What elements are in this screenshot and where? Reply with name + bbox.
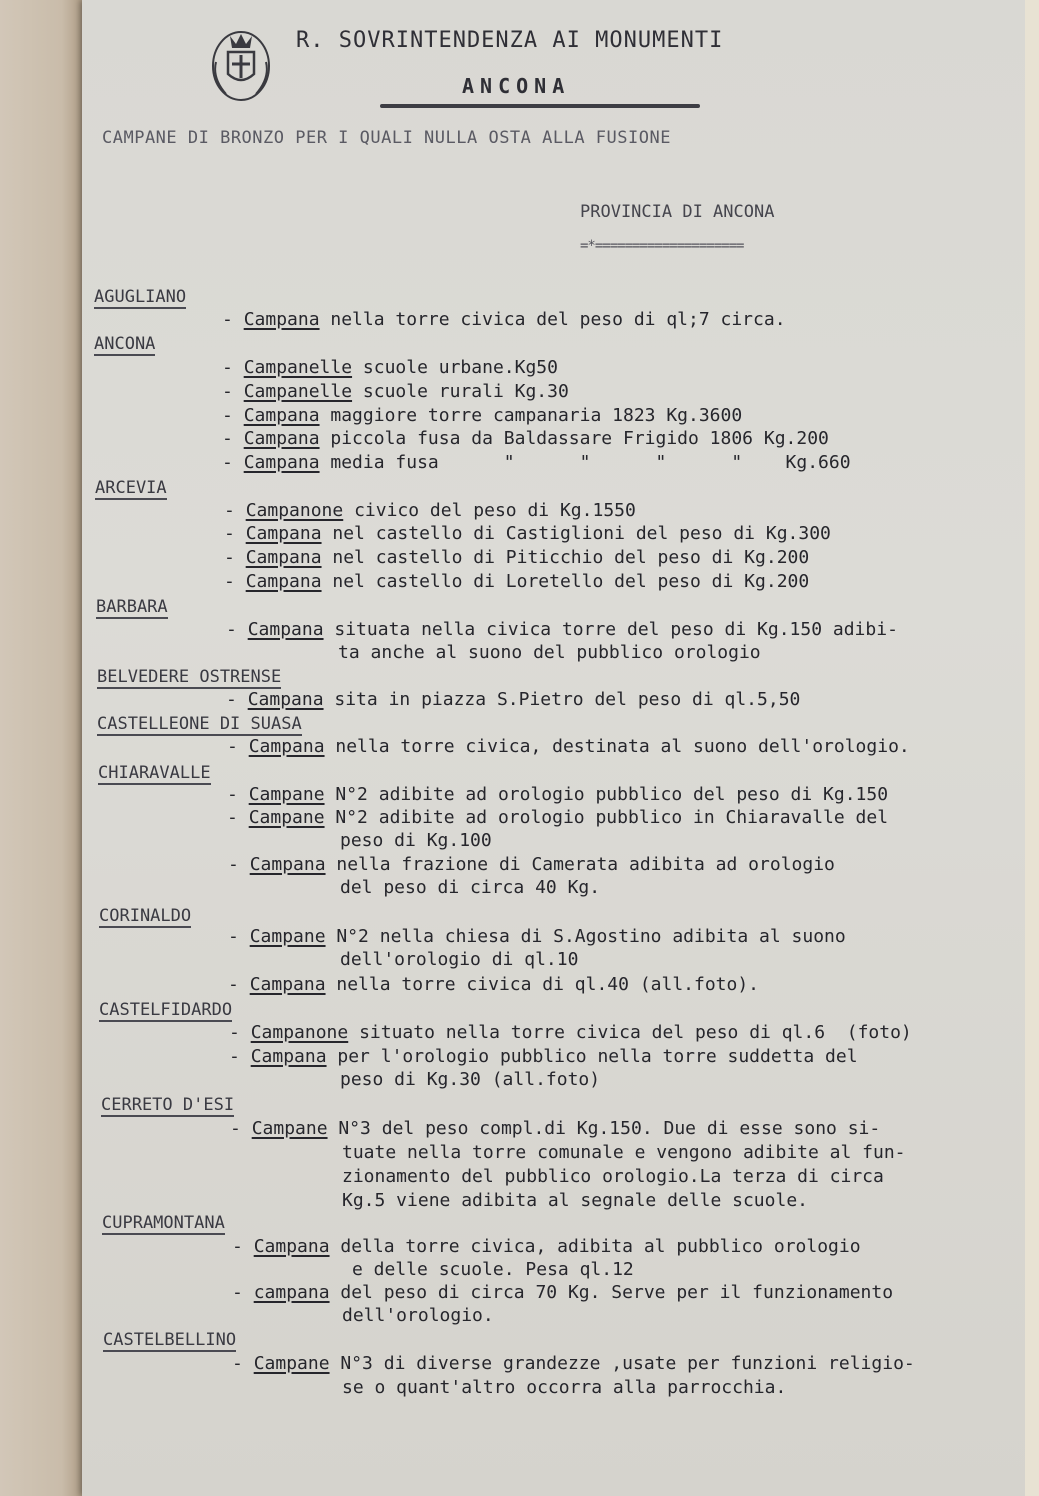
- entry-line: - Campana nel castello di Castiglioni del peso di Kg.300: [224, 523, 831, 544]
- entry-line: - Campanone civico del peso di Kg.1550: [224, 500, 636, 521]
- entry-line: - Campana situata nella civica torre del peso di Kg.150 adibi-: [226, 619, 898, 640]
- entry-line: - Campana sita in piazza S.Pietro del peso di ql.5,50: [226, 689, 801, 710]
- entry-continuation: dell'orologio.: [342, 1305, 494, 1326]
- entry-line: - Campana per l'orologio pubblico nella torre suddetta del: [229, 1046, 858, 1067]
- entry-continuation: ta anche al suono del pubblico orologio: [338, 642, 761, 663]
- town-heading: CUPRAMONTANA: [102, 1213, 225, 1233]
- entry-line: - Campana piccola fusa da Baldassare Frigido 1806 Kg.200: [222, 428, 829, 449]
- entry-line: - Campane N°2 adibite ad orologio pubblico in Chiaravalle del: [227, 807, 889, 828]
- entry-line: - Campana nella torre civica del peso di ql;7 circa.: [222, 309, 786, 330]
- entry-line: - Campanelle scuole rurali Kg.30: [222, 381, 569, 402]
- entry-continuation: peso di Kg.30 (all.foto): [340, 1069, 601, 1090]
- town-heading: CASTELFIDARDO: [99, 1000, 233, 1020]
- town-heading: CASTELLEONE DI SUASA: [97, 714, 302, 734]
- entry-continuation: e delle scuole. Pesa ql.12: [352, 1259, 634, 1280]
- document-subtitle: CAMPANE DI BRONZO PER I QUALI NULLA OSTA ALLA FUSIONE: [102, 128, 671, 148]
- entry-line: - Campanelle scuole urbane.Kg50: [222, 357, 558, 378]
- entry-line: - Campana nel castello di Loretello del peso di Kg.200: [224, 571, 810, 592]
- town-heading: CHIARAVALLE: [98, 763, 211, 783]
- town-heading: CORINALDO: [99, 906, 192, 926]
- entry-continuation: peso di Kg.100: [340, 830, 492, 851]
- entry-line: - Campane N°3 di diverse grandezze ,usate per funzioni religio-: [232, 1353, 915, 1374]
- town-heading: BELVEDERE OSTRENSE: [97, 667, 282, 687]
- province-underline: =*====================: [580, 238, 744, 254]
- entry-line: - Campane N°3 del peso compl.di Kg.150. Due di esse sono si-: [230, 1118, 881, 1139]
- town-heading: CASTELBELLINO: [103, 1330, 237, 1350]
- town-heading: ANCONA: [94, 334, 156, 354]
- entry-line: - Campana della torre civica, adibita al pubblico orologio: [232, 1236, 861, 1257]
- entry-line: - Campana nel castello di Piticchio del peso di Kg.200: [224, 547, 810, 568]
- entry-continuation: tuate nella torre comunale e vengono adibite al fun-: [342, 1142, 906, 1163]
- town-heading: CERRETO D'ESI: [101, 1095, 235, 1115]
- entry-continuation: dell'orologio di ql.10: [340, 949, 579, 970]
- town-heading: BARBARA: [96, 597, 168, 617]
- entry-line: - campana del peso di circa 70 Kg. Serve per il funzionamento: [232, 1282, 894, 1303]
- entry-line: - Campana nella torre civica, destinata al suono dell'orologio.: [227, 736, 910, 757]
- town-heading: ARCEVIA: [95, 478, 167, 498]
- entry-continuation: zionamento del pubblico orologio.La terza di circa: [342, 1166, 884, 1187]
- town-heading: AGUGLIANO: [94, 287, 187, 307]
- province-heading: PROVINCIA DI ANCONA: [580, 202, 775, 222]
- entry-line: - Campana media fusa " " " " Kg.660: [222, 452, 851, 473]
- entry-continuation: del peso di circa 40 Kg.: [340, 877, 601, 898]
- office-title: R. SOVRINTENDENZA AI MONUMENTI: [296, 28, 724, 53]
- entry-continuation: Kg.5 viene adibita al segnale delle scuole.: [342, 1190, 808, 1211]
- entry-line: - Campane N°2 adibite ad orologio pubblico del peso di Kg.150: [227, 784, 889, 805]
- office-city: ANCONA: [462, 74, 571, 98]
- entry-line: - Campana maggiore torre campanaria 1823 Kg.3600: [222, 405, 743, 426]
- entry-line: - Campana nella torre civica di ql.40 (all.foto).: [228, 974, 760, 995]
- entry-line: - Campana nella frazione di Camerata adibita ad orologio: [228, 854, 835, 875]
- entry-line: - Campane N°2 nella chiesa di S.Agostino adibita al suono: [228, 926, 846, 947]
- entry-continuation: se o quant'altro occorra alla parrocchia.: [342, 1377, 787, 1398]
- entry-line: - Campanone situato nella torre civica del peso di ql.6 (foto): [229, 1022, 912, 1043]
